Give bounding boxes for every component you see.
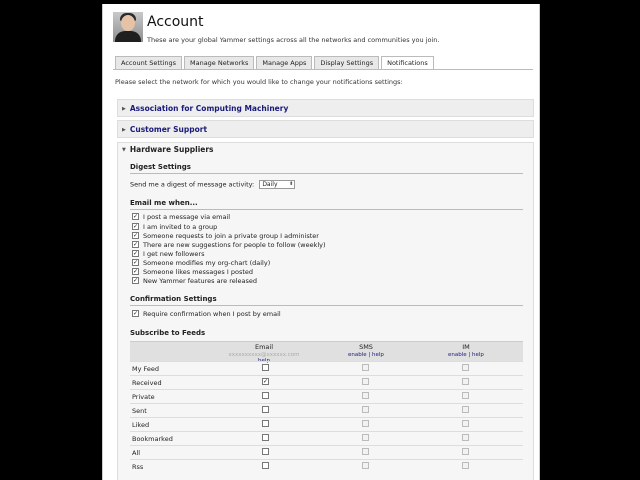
tab-account-settings[interactable]: Account Settings	[115, 56, 182, 70]
tab-manage-networks[interactable]: Manage Networks	[184, 56, 254, 70]
email-option-label: Someone requests to join a private group I administer	[143, 232, 319, 240]
feed-label: All	[132, 449, 141, 457]
im-feed-checkbox	[462, 364, 469, 371]
network-label: Hardware Suppliers	[129, 145, 214, 154]
confirmation-label: Require confirmation when I post by email	[143, 310, 281, 318]
subscribe-feeds-heading: Subscribe to Feeds	[130, 329, 206, 337]
tab-display-settings[interactable]: Display Settings	[314, 56, 379, 70]
email-feed-checkbox[interactable]	[262, 434, 269, 441]
triangle-right-icon: ▶	[122, 106, 126, 112]
column-email: Email	[254, 343, 274, 351]
confirmation-checkbox[interactable]: ✓	[133, 310, 139, 317]
email-feed-checkbox[interactable]	[262, 406, 269, 413]
im-feed-checkbox	[462, 462, 469, 469]
sms-feed-checkbox	[362, 392, 369, 399]
feed-label: Rss	[132, 463, 144, 471]
email-feed-checkbox[interactable]	[262, 448, 269, 455]
table-row	[130, 389, 523, 403]
network-section-customer-support[interactable]	[117, 120, 534, 138]
triangle-down-icon: ▼	[122, 147, 126, 153]
sms-feed-checkbox	[362, 406, 369, 413]
avatar	[113, 12, 143, 42]
column-sms: SMS	[359, 343, 373, 351]
table-row	[130, 459, 523, 473]
feed-label: Received	[132, 379, 162, 387]
digest-value: Daily	[262, 181, 278, 188]
email-option-label: I get new followers	[143, 250, 205, 258]
digest-row	[130, 180, 295, 189]
sms-feed-checkbox	[362, 378, 369, 385]
email-option-label: I post a message via email	[143, 213, 231, 221]
sms-feed-checkbox	[362, 462, 369, 469]
digest-label: Send me a digest of message activity:	[130, 180, 255, 189]
sms-enable-help-links[interactable]: enable | help	[348, 352, 384, 358]
email-checkbox-likes[interactable]: ✓	[133, 268, 139, 275]
email-option-label: Someone modifies my org-chart (daily)	[143, 259, 271, 267]
email-feed-checkbox[interactable]	[262, 462, 269, 469]
email-feed-checkbox[interactable]	[262, 420, 269, 427]
account-settings-page	[102, 4, 540, 480]
email-feed-checkbox[interactable]	[262, 392, 269, 399]
sms-feed-checkbox	[362, 420, 369, 427]
digest-frequency-select[interactable]	[259, 180, 295, 189]
feed-label: Sent	[132, 407, 147, 415]
digest-settings-heading: Digest Settings	[130, 163, 191, 171]
network-section-hardware-suppliers	[117, 142, 534, 480]
tab-notifications[interactable]: Notifications	[381, 56, 434, 70]
chevron-updown-icon: ⬍	[289, 181, 294, 187]
tab-divider	[113, 69, 533, 70]
settings-tabs	[115, 56, 436, 70]
feed-label: Private	[132, 393, 155, 401]
table-row	[130, 417, 523, 431]
divider	[130, 209, 523, 210]
im-feed-checkbox	[462, 392, 469, 399]
email-option-label: There are new suggestions for people to follow (weekly)	[143, 241, 326, 249]
intro-text: Please select the network for which you would like to change your notifications settings:	[115, 78, 403, 86]
table-row	[130, 361, 523, 375]
email-feed-checkbox[interactable]	[262, 364, 269, 371]
page-subtitle: These are your global Yammer settings across all the networks and communities you join.	[147, 36, 440, 44]
divider	[130, 305, 523, 306]
table-row	[130, 431, 523, 445]
im-enable-help-links[interactable]: enable | help	[448, 352, 484, 358]
sms-feed-checkbox	[362, 448, 369, 455]
email-help-link[interactable]: help	[258, 358, 270, 364]
network-label: Association for Computing Machinery	[129, 104, 289, 113]
email-option-label: I am invited to a group	[143, 223, 218, 231]
im-feed-checkbox	[462, 448, 469, 455]
email-checkbox-invited-to-group[interactable]: ✓	[133, 223, 139, 230]
im-feed-checkbox	[462, 434, 469, 441]
feed-label: My Feed	[132, 365, 160, 373]
blurred-email-address: xxxxxxxxxx@xxxxxx.com	[228, 352, 300, 358]
email-option-label: Someone likes messages I posted	[143, 268, 254, 276]
network-header-hardware-suppliers[interactable]	[122, 145, 214, 154]
tab-manage-apps[interactable]: Manage Apps	[256, 56, 312, 70]
sms-feed-checkbox	[362, 364, 369, 371]
email-checkbox-new-features[interactable]: ✓	[133, 277, 139, 284]
table-row	[130, 445, 523, 459]
column-im: IM	[462, 343, 470, 351]
feed-label: Bookmarked	[132, 435, 173, 443]
network-section-acm[interactable]	[117, 99, 534, 117]
im-feed-checkbox	[462, 378, 469, 385]
email-checkbox-org-chart[interactable]: ✓	[133, 259, 139, 266]
table-row	[130, 403, 523, 417]
email-feed-checkbox[interactable]: ✓	[263, 378, 269, 385]
sms-feed-checkbox	[362, 434, 369, 441]
page-title: Account	[147, 14, 204, 30]
feeds-table-header	[130, 341, 523, 364]
table-row	[130, 375, 523, 389]
email-checkbox-new-followers[interactable]: ✓	[133, 250, 139, 257]
email-checkbox-follow-suggestions[interactable]: ✓	[133, 241, 139, 248]
network-label: Customer Support	[129, 125, 208, 134]
email-me-heading: Email me when...	[130, 199, 198, 207]
email-checkbox-join-request[interactable]: ✓	[133, 232, 139, 239]
email-option-label: New Yammer features are released	[143, 277, 258, 285]
divider	[130, 173, 523, 174]
feed-label: Liked	[132, 421, 150, 429]
confirmation-settings-heading: Confirmation Settings	[130, 295, 217, 303]
email-checkbox-post-via-email[interactable]: ✓	[133, 213, 139, 220]
im-feed-checkbox	[462, 420, 469, 427]
im-feed-checkbox	[462, 406, 469, 413]
triangle-right-icon: ▶	[122, 127, 126, 133]
